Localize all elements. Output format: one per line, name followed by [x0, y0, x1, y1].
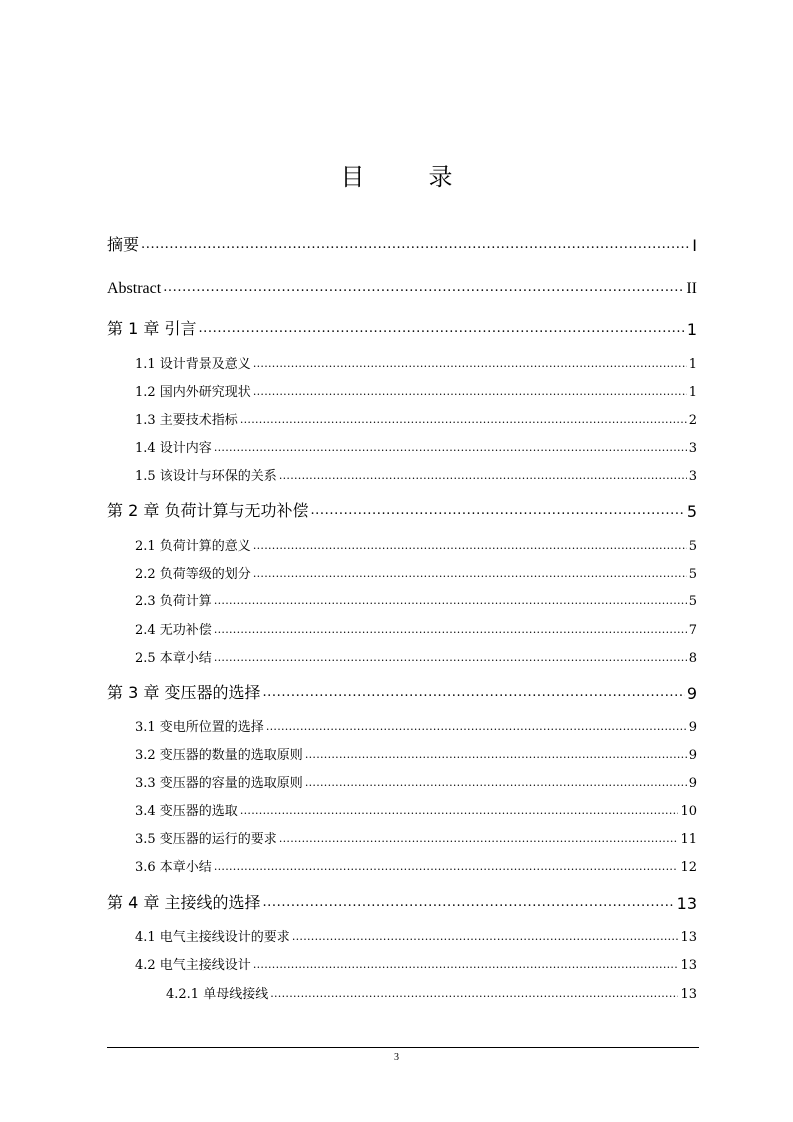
toc-leader [262, 683, 684, 703]
toc-label: 3.5 变压器的运行的要求 [135, 832, 277, 847]
toc-leader [198, 319, 684, 339]
toc-page-number: 3 [688, 469, 697, 484]
toc-entry-2-5[interactable] [135, 646, 697, 666]
toc-entry-3-1[interactable] [135, 715, 697, 735]
toc-page-number: 9 [688, 748, 697, 763]
toc-leader [253, 565, 687, 582]
toc-entry-chapter-2[interactable] [107, 497, 697, 521]
toc-entry-3-5[interactable] [135, 827, 697, 847]
toc-entry-2-1[interactable] [135, 534, 697, 554]
toc-label: 3.6 本章小结 [135, 860, 212, 875]
toc-leader [310, 501, 684, 521]
toc-label: 摘要 [107, 235, 140, 254]
toc-entry-2-4[interactable] [135, 618, 697, 638]
toc-page-number: 13 [676, 894, 697, 913]
toc-label: 2.2 负荷等级的划分 [135, 567, 251, 582]
toc-entry-4-1[interactable] [135, 925, 697, 945]
toc-page-number: 13 [680, 958, 697, 973]
toc-page-number: 2 [688, 413, 697, 428]
toc-label: 第 4 章 主接线的选择 [107, 893, 261, 912]
toc-entry-3-4[interactable] [135, 799, 697, 819]
toc-page-number: 13 [680, 987, 697, 1002]
toc-entry-chapter-3[interactable] [107, 679, 697, 703]
toc-entry-3-3[interactable] [135, 771, 697, 791]
toc-label: 2.1 负荷计算的意义 [135, 539, 251, 554]
toc-leader [305, 746, 687, 763]
toc-label: 3.3 变压器的容量的选取原则 [135, 776, 303, 791]
toc-page-number: 12 [680, 860, 697, 875]
toc-leader [214, 592, 687, 609]
toc-entry-3-2[interactable] [135, 743, 697, 763]
footer-divider [107, 1047, 699, 1048]
toc-leader [292, 928, 679, 945]
toc-leader [266, 718, 687, 735]
toc-page-number: 5 [688, 539, 697, 554]
toc-label: 2.3 负荷计算 [135, 594, 212, 609]
toc-label: 4.1 电气主接线设计的要求 [135, 930, 290, 945]
toc-page-number: II [686, 280, 697, 297]
page-number: 3 [394, 1052, 399, 1063]
toc-label: 1.4 设计内容 [135, 441, 212, 456]
toc-leader [163, 278, 684, 298]
toc-entry-1-1[interactable] [135, 352, 697, 372]
toc-leader [253, 355, 687, 372]
toc-entry-chapter-1[interactable] [107, 315, 697, 339]
toc-leader [141, 235, 690, 255]
toc-leader [270, 985, 678, 1002]
toc-entry-4-2[interactable] [135, 953, 697, 973]
toc-page-number: 11 [680, 832, 697, 847]
toc-leader [240, 411, 687, 428]
toc-leader [253, 956, 679, 973]
toc-leader [240, 802, 679, 819]
toc-label: 第 1 章 引言 [107, 319, 197, 338]
toc-page-number: 13 [680, 930, 697, 945]
toc-leader [279, 830, 679, 847]
toc-label: 1.1 设计背景及意义 [135, 357, 251, 372]
toc-label: 第 3 章 变压器的选择 [107, 683, 261, 702]
toc-page-number: I [692, 236, 697, 255]
toc-entry-abstract-cn[interactable] [107, 231, 697, 255]
toc-page-number: 3 [688, 441, 697, 456]
toc-label: 2.5 本章小结 [135, 651, 212, 666]
toc-entry-2-3[interactable] [135, 589, 697, 609]
toc-label: 3.1 变电所位置的选择 [135, 720, 264, 735]
toc-leader [279, 467, 687, 484]
toc-leader [253, 383, 687, 400]
toc-leader [253, 537, 687, 554]
toc-page-number: 8 [688, 651, 697, 666]
toc-page-number: 1 [688, 357, 697, 372]
toc-entry-4-2-1[interactable] [166, 982, 697, 1002]
toc-label: 2.4 无功补偿 [135, 623, 212, 638]
toc-label: 3.2 变压器的数量的选取原则 [135, 748, 303, 763]
toc-label: 4.2.1 单母线接线 [166, 987, 269, 1002]
toc-page-number: 9 [686, 684, 697, 703]
toc-entry-3-6[interactable] [135, 855, 697, 875]
toc-label: 4.2 电气主接线设计 [135, 958, 251, 973]
toc-entry-abstract-en[interactable] [107, 274, 697, 298]
toc-label: 1.3 主要技术指标 [135, 413, 238, 428]
toc-page-number: 9 [688, 776, 697, 791]
toc-leader [214, 621, 687, 638]
toc-title: 目 录 [340, 163, 473, 191]
toc-page-number: 5 [686, 502, 697, 521]
toc-page-number: 1 [686, 320, 697, 339]
toc-entry-1-3[interactable] [135, 408, 697, 428]
toc-entry-1-2[interactable] [135, 380, 697, 400]
toc-entry-1-4[interactable] [135, 436, 697, 456]
toc-label: 3.4 变压器的选取 [135, 804, 238, 819]
toc-page-number: 10 [680, 804, 697, 819]
toc-page-number: 5 [688, 567, 697, 582]
toc-leader [214, 649, 687, 666]
toc-leader [262, 893, 674, 913]
toc-entry-1-5[interactable] [135, 464, 697, 484]
toc-label: 1.2 国内外研究现状 [135, 385, 251, 400]
toc-leader [214, 858, 679, 875]
toc-page-number: 1 [688, 385, 697, 400]
toc-entry-2-2[interactable] [135, 562, 697, 582]
toc-leader [305, 774, 687, 791]
toc-label: 1.5 该设计与环保的关系 [135, 469, 277, 484]
toc-label: Abstract [107, 280, 162, 297]
toc-page-number: 9 [688, 720, 697, 735]
toc-leader [214, 439, 687, 456]
toc-page-number: 7 [688, 623, 697, 638]
toc-page-number: 5 [688, 594, 697, 609]
toc-label: 第 2 章 负荷计算与无功补偿 [107, 501, 309, 520]
toc-entry-chapter-4[interactable] [107, 889, 697, 913]
